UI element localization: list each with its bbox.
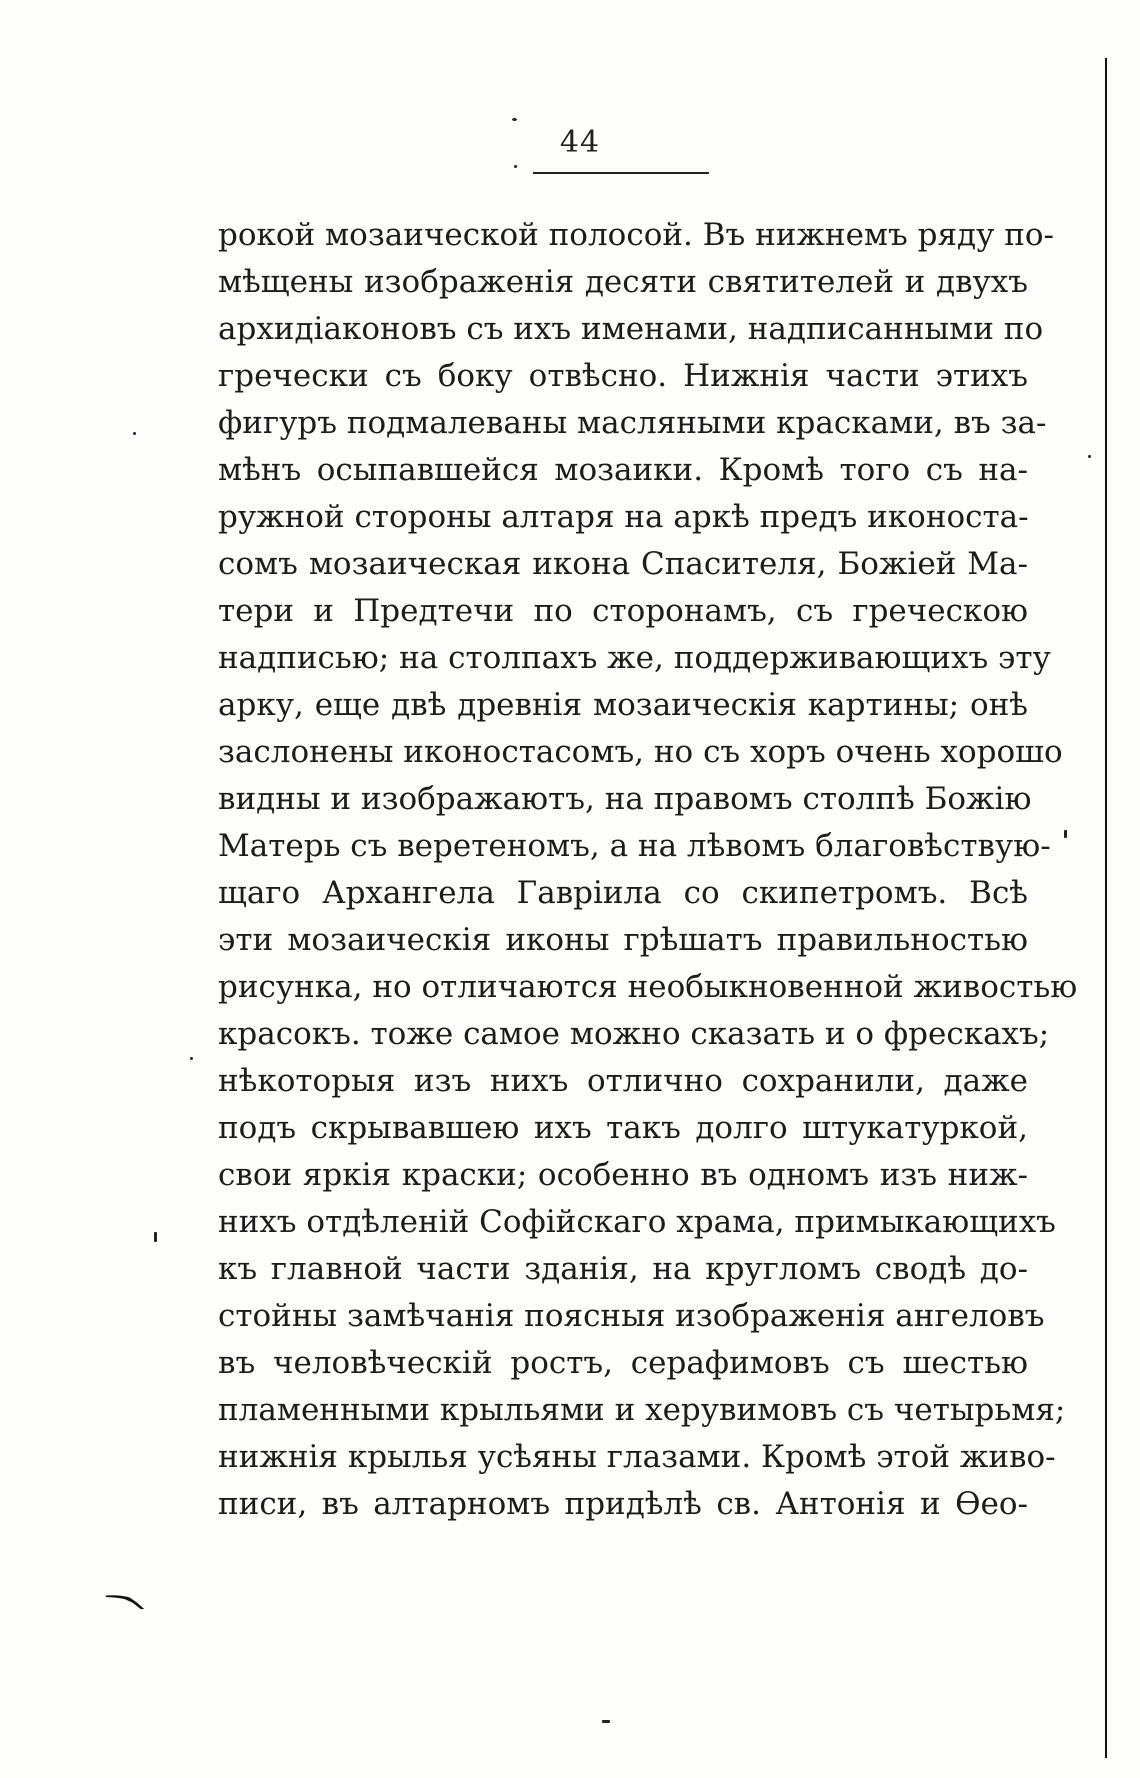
text-line: мѣщены изображенія десяти святителей и двухъ	[218, 264, 1028, 300]
ink-smudge	[80, 1592, 170, 1610]
text-line: фигуръ подмалеваны масляными красками, въ за-	[218, 405, 1047, 441]
text-line: заслонены иконостасомъ, но съ хоръ очень хорошо	[218, 734, 1063, 770]
text-line: красокъ. тоже самое можно сказать и о фрескахъ;	[218, 1016, 1050, 1052]
page-edge-line	[1105, 58, 1107, 1758]
text-line: къ главной части зданія, на кругломъ сводѣ до-	[218, 1251, 1028, 1287]
text-line: тери и Предтечи по сторонамъ, съ греческою	[218, 593, 1028, 629]
text-line: въ человѣческій ростъ, серафимовъ съ шестью	[218, 1345, 1028, 1381]
scan-speck	[190, 1057, 193, 1060]
text-line: нижнія крылья усѣяны глазами. Кромѣ этой живо-	[218, 1439, 1056, 1475]
scan-speck	[602, 1720, 610, 1723]
text-line: ружной стороны алтаря на аркѣ предъ иконоста-	[218, 499, 1029, 535]
text-line: видны и изображаютъ, на правомъ столпѣ Божію	[218, 781, 1032, 817]
scan-speck	[1064, 830, 1067, 838]
text-line: арку, еще двѣ древнія мозаическія картины; онѣ	[218, 687, 1028, 723]
text-line: надписью; на столпахъ же, поддерживающихъ эту	[218, 640, 1051, 676]
scan-speck	[512, 118, 517, 121]
text-line: Матерь съ веретеномъ, а на лѣвомъ благовѣствую-	[218, 828, 1051, 864]
text-line: сомъ мозаическая икона Спасителя, Божіей Ма-	[218, 546, 1028, 582]
text-line: мѣнъ осыпавшейся мозаики. Кромѣ того съ на-	[218, 452, 1028, 488]
text-line: рисунка, но отличаются необыкновенной живостью	[218, 969, 1078, 1005]
page-number: 44	[559, 125, 601, 160]
text-line: гречески съ боку отвѣсно. Нижнія части этихъ	[218, 358, 1028, 394]
text-line: подъ скрывавшею ихъ такъ долго штукатуркой,	[218, 1110, 1028, 1146]
text-line: писи, въ алтарномъ придѣлѣ св. Антонія и Ѳео-	[218, 1486, 1028, 1522]
text-line: стойны замѣчанія поясныя изображенія ангеловъ	[218, 1298, 1045, 1334]
body-text	[218, 212, 1078, 1528]
text-line: эти мозаическія иконы грѣшатъ правильностью	[218, 922, 1028, 958]
page-number-rule	[533, 172, 709, 174]
text-line: рокой мозаической полосой. Въ нижнемъ ряду по-	[218, 217, 1055, 253]
text-line: пламенными крыльями и херувимовъ съ четырьмя;	[218, 1392, 1066, 1428]
scan-speck	[514, 165, 517, 168]
scan-speck	[1088, 455, 1091, 458]
text-line: нѣкоторыя изъ нихъ отлично сохранили, даже	[218, 1063, 1028, 1099]
scan-speck	[154, 1232, 157, 1242]
text-line: щаго Архангела Гавріила со скипетромъ. Всѣ	[218, 875, 1028, 911]
text-line: нихъ отдѣленій Софійскаго храма, примыкающихъ	[218, 1204, 1056, 1240]
text-line: архидіаконовъ съ ихъ именами, надписанными по	[218, 311, 1044, 347]
text-line: свои яркія краски; особенно въ одномъ изъ ниж-	[218, 1157, 1028, 1193]
scan-speck	[133, 432, 136, 435]
